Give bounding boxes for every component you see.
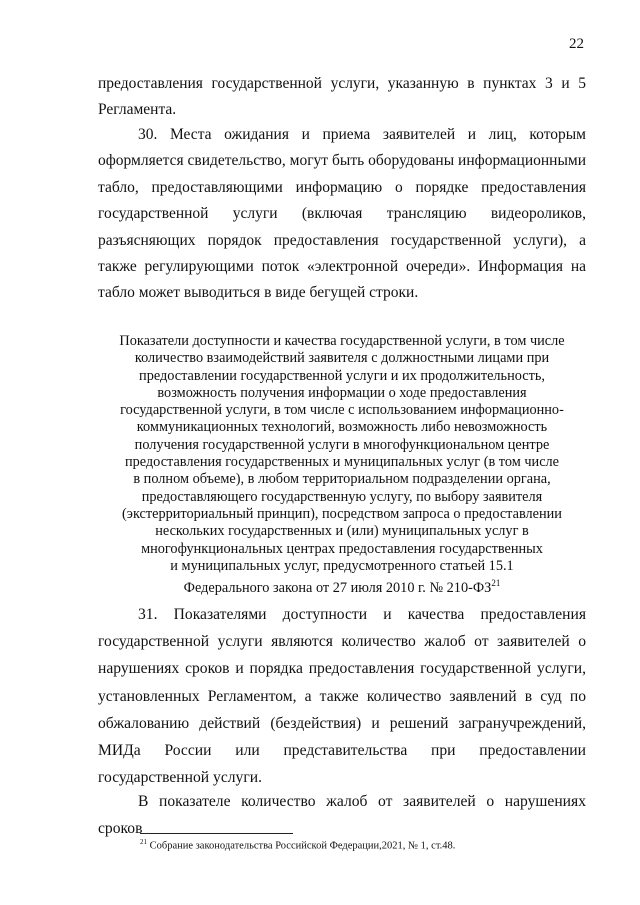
- footnote-reference[interactable]: 21: [491, 578, 501, 589]
- heading-line: государственной услуги, в том числе с использованием информационно-: [120, 402, 564, 419]
- heading-line: количество взаимодействий заявителя с должностными лицами при: [134, 350, 550, 367]
- heading-line: предоставления государственных и муниципальных услуг (в том числе: [124, 454, 560, 471]
- heading-line: предоставлении государственной услуги и их продолжительность,: [139, 367, 545, 384]
- heading-line: многофункциональных центрах предоставления государственных: [141, 540, 543, 557]
- footnote: [140, 838, 455, 852]
- paragraph-31: 31. Показателями доступности и качества предоставления государственной услуги являются количество жалоб от заявителей о нарушениях сроков и порядка предоставления государственной услуги, установленных Регламентом, а также количество заявлений в суд по обжалованию действий (бездействия) и решений загранучреждений, МИДа России или представительства при предоставлении государственной услуги.: [98, 606, 586, 787]
- heading-line: получения государственной услуги в многофункциональном центре: [134, 436, 550, 453]
- footnote-divider: [140, 833, 293, 834]
- paragraph-continuing: В показателе количество жалоб от заявителей о нарушениях сроков: [98, 793, 586, 838]
- heading-line: в полном объеме), в любом территориальном подразделении органа,: [133, 471, 551, 488]
- paragraph-continuation: предоставления государственной услуги, указанную в пунктах 3 и 5 Регламента.: [98, 75, 586, 119]
- heading-line-last: [98, 575, 586, 597]
- heading-line: коммуникационных технологий, возможность либо невозможность: [136, 419, 548, 436]
- heading-line: возможность получения информации о ходе предоставления: [157, 384, 527, 401]
- heading-line: нескольких государственных и (или) муниципальных услуг в: [155, 523, 529, 540]
- section-heading: [98, 333, 586, 597]
- heading-line: Показатели доступности и качества государственной услуги, в том числе: [119, 333, 565, 349]
- paragraph-30: 30. Места ожидания и приема заявителей и лиц, которым оформляется свидетельство, могут быть оборудованы информационными табло, предоставляющими информацию о порядке предоставления государственной услуги (включая трансляцию видеороликов, разъясняющих порядок предоставления государственной услуги), а также регулирующими поток «электронной очереди». Информация на табло может выводиться в виде бегущей строки.: [98, 126, 586, 302]
- heading-line: предоставляющего государственную услугу, по выбору заявителя: [141, 488, 543, 505]
- footnote-marker: 21: [140, 838, 147, 846]
- heading-line: и муниципальных услуг, предусмотренного статьей 15.1: [170, 557, 514, 574]
- heading-last-text: Федерального закона от 27 июля 2010 г. № 210-ФЗ: [183, 579, 492, 596]
- footnote-text: Собрание законодательства Российской Федерации,2021, № 1, ст.48.: [147, 840, 456, 852]
- heading-line: (экстерриториальный принцип), посредством запроса о предоставлении: [122, 505, 562, 522]
- page-number: 22: [569, 36, 584, 52]
